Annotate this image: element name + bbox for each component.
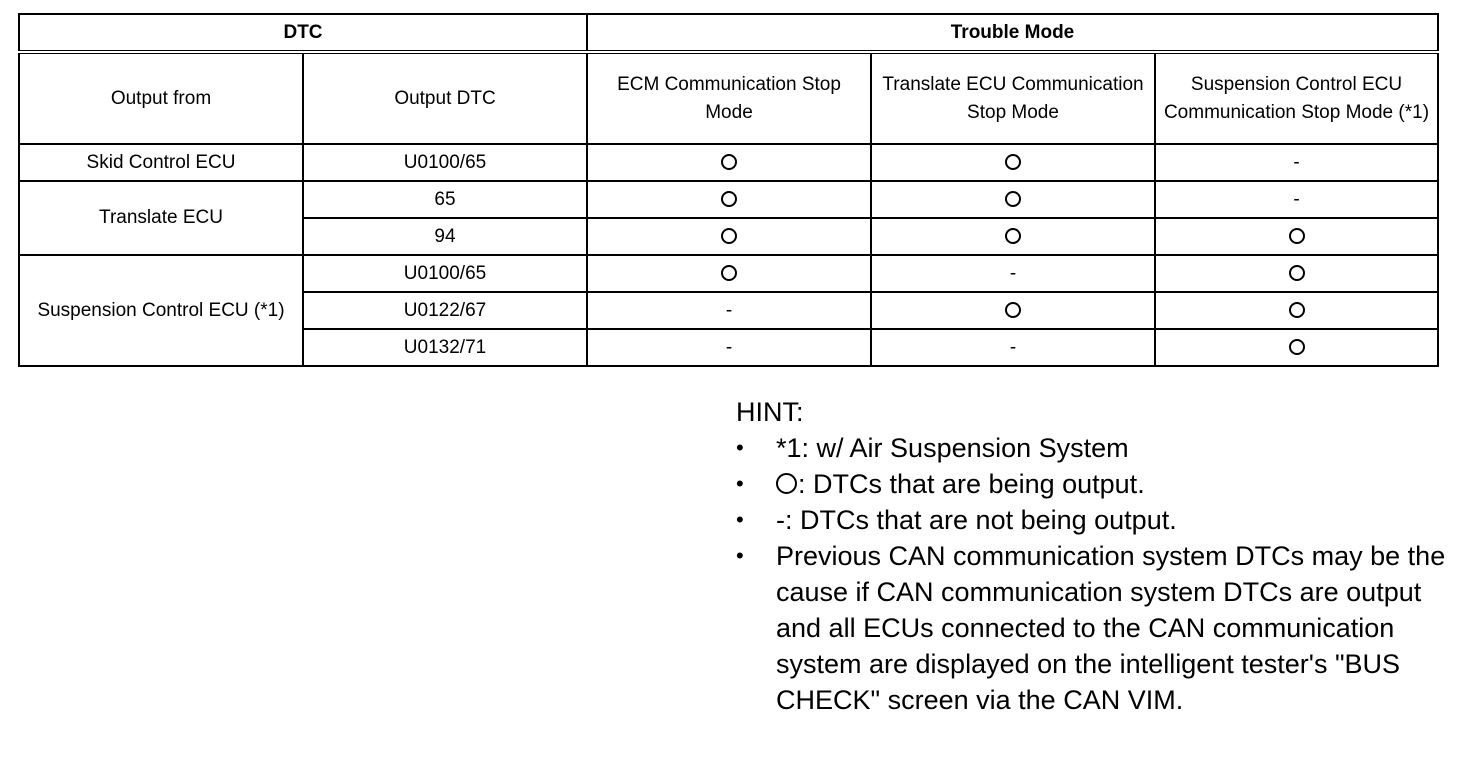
table-row [19,181,1438,218]
table-body [19,144,1438,366]
dtc-cell: U0100/65 [303,144,587,181]
mark-cell [587,181,871,218]
table-row [19,255,1438,292]
mark-cell [1155,329,1438,366]
group-header-row [19,14,1438,52]
header-translate-mode: Translate ECU Communication Stop Mode [871,52,1155,144]
header-output-from: Output from [19,52,303,144]
mark-cell [871,181,1155,218]
ecu-cell: Translate ECU [19,181,303,255]
hint-item [736,430,1446,466]
header-trouble-mode: Trouble Mode [587,14,1438,52]
output-circle-icon [1005,228,1021,244]
dtc-cell: U0122/67 [303,292,587,329]
ecu-cell: Suspension Control ECU (*1) [19,255,303,366]
output-circle-icon [1005,154,1021,170]
hint-title: HINT: [736,397,804,427]
hint-item [736,538,1446,718]
output-circle-icon [721,228,737,244]
header-dtc: DTC [19,14,587,52]
hint-item [736,466,1446,502]
dtc-trouble-mode-table [18,13,1439,367]
header-suspension-mode: Suspension Control ECU Communication Stop Mode (*1) [1155,52,1438,144]
output-circle-icon [1005,191,1021,207]
mark-cell [1155,255,1438,292]
output-circle-icon [721,154,737,170]
mark-cell [1155,218,1438,255]
dtc-cell: 94 [303,218,587,255]
header-ecm-mode: ECM Communication Stop Mode [587,52,871,144]
output-circle-icon [1289,339,1305,355]
mark-cell: - [1155,144,1438,181]
dtc-cell: U0100/65 [303,255,587,292]
header-output-dtc: Output DTC [303,52,587,144]
output-circle-icon [1289,228,1305,244]
output-circle-icon [1005,302,1021,318]
circle-symbol-icon [776,473,797,494]
sub-header-row [19,52,1438,144]
dtc-cell: U0132/71 [303,329,587,366]
bullet-icon: • [736,471,744,496]
mark-cell: - [871,255,1155,292]
output-circle-icon [721,191,737,207]
mark-cell [587,218,871,255]
mark-cell: - [871,329,1155,366]
hint-section [736,394,1446,718]
mark-cell [871,292,1155,329]
dtc-cell: 65 [303,181,587,218]
mark-cell [1155,292,1438,329]
bullet-icon: • [736,507,744,532]
output-circle-icon [1289,265,1305,281]
bullet-icon: • [736,435,744,460]
hint-text-air-suspension: *1: w/ Air Suspension System [776,433,1129,463]
output-circle-icon [1289,302,1305,318]
mark-cell [871,218,1155,255]
mark-cell: - [587,329,871,366]
mark-cell: - [587,292,871,329]
hint-text-circle-meaning: : DTCs that are being output. [798,469,1145,499]
ecu-cell: Skid Control ECU [19,144,303,181]
mark-cell [587,144,871,181]
hint-text-dash-meaning: -: DTCs that are not being output. [776,505,1177,535]
mark-cell: - [1155,181,1438,218]
hint-list [736,430,1446,718]
bullet-icon: • [736,543,744,568]
table-row [19,144,1438,181]
mark-cell [871,144,1155,181]
output-circle-icon [721,265,737,281]
hint-item [736,502,1446,538]
mark-cell [587,255,871,292]
hint-text-previous-can: Previous CAN communication system DTCs may be the cause if CAN communication system DTCs are output and all ECUs connected to the CAN communication system are displayed on the intelligent tester's "BUS CHECK" screen via the CAN VIM. [776,541,1446,715]
